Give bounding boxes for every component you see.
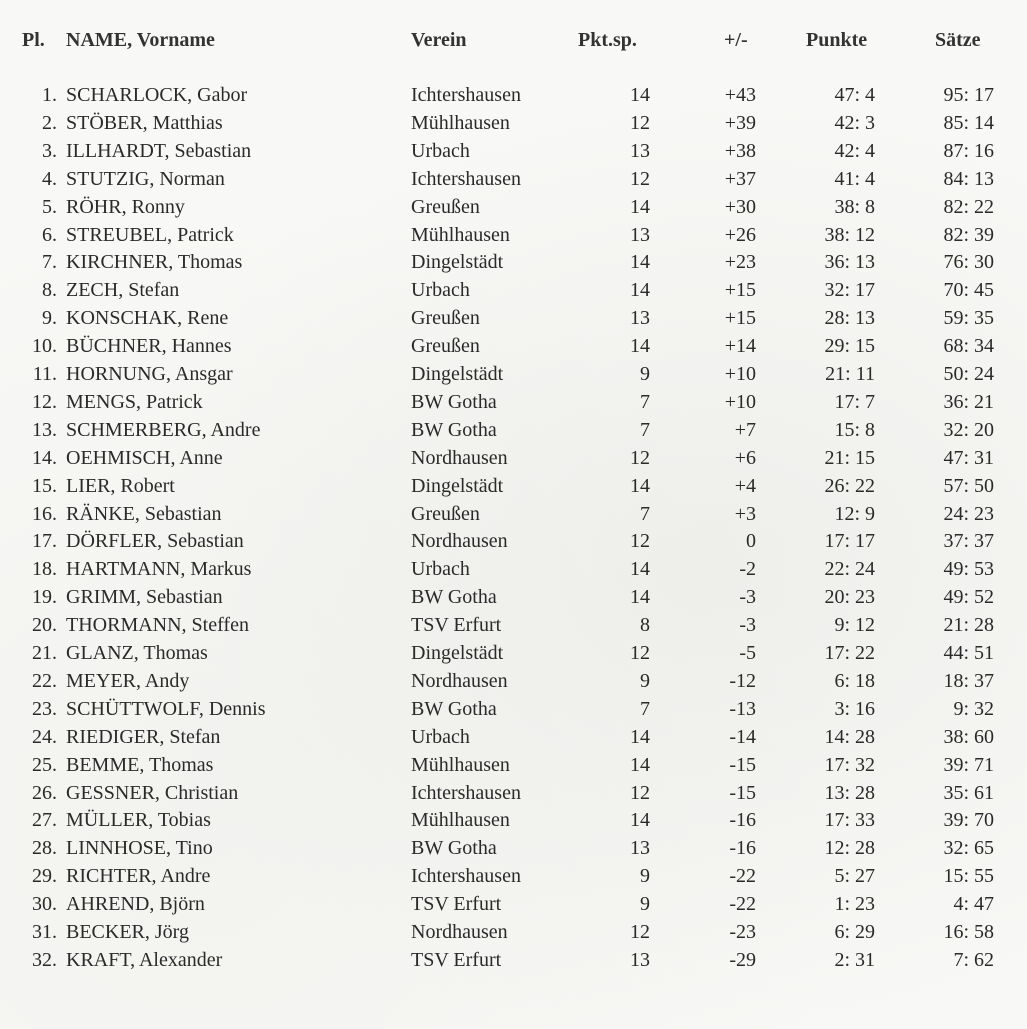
cell-difference: -5	[739, 642, 756, 664]
cell-games-played: 13	[630, 223, 650, 246]
cell-points: 42: 4	[834, 139, 875, 162]
cell-place: 2.	[42, 111, 57, 134]
cell-club: BW Gotha	[411, 697, 497, 720]
cell-club: Mühlhausen	[411, 223, 510, 246]
cell-place: 3.	[42, 139, 57, 162]
table-row	[0, 891, 1027, 918]
cell-sets: 87: 16	[943, 139, 994, 162]
cell-player-name: OEHMISCH, Anne	[66, 446, 223, 469]
cell-place: 27.	[32, 809, 57, 832]
cell-points: 36: 13	[824, 251, 875, 274]
cell-difference: +30	[724, 195, 756, 218]
cell-games-played: 7	[640, 697, 650, 720]
cell-difference: +6	[734, 446, 756, 469]
cell-place: 25.	[32, 753, 57, 776]
cell-club: Greußen	[411, 307, 480, 330]
table-row	[0, 249, 1027, 276]
cell-club: Ichtershausen	[411, 167, 521, 190]
header-points: Punkte	[806, 29, 868, 51]
cell-player-name: SCHARLOCK, Gabor	[66, 84, 248, 106]
cell-sets: 82: 39	[943, 223, 994, 246]
cell-points: 1: 23	[834, 893, 875, 916]
cell-place: 4.	[42, 167, 57, 190]
cell-difference: +26	[724, 223, 756, 246]
cell-games-played: 9	[640, 363, 650, 385]
cell-games-played: 14	[630, 753, 650, 776]
cell-place: 10.	[32, 335, 57, 358]
cell-club: Ichtershausen	[411, 84, 521, 106]
cell-difference: -13	[729, 697, 756, 720]
table-row	[0, 863, 1027, 890]
cell-points: 15: 8	[834, 418, 875, 441]
header-difference: +/-	[724, 29, 748, 51]
cell-sets: 70: 45	[943, 279, 994, 302]
cell-place: 26.	[32, 781, 57, 804]
cell-club: Nordhausen	[411, 669, 508, 692]
cell-place: 18.	[32, 558, 57, 581]
cell-difference: -2	[739, 558, 756, 581]
table-header	[0, 27, 1027, 54]
table-row	[0, 389, 1027, 416]
cell-sets: 50: 24	[943, 363, 994, 385]
table-row	[0, 528, 1027, 555]
cell-place: 11.	[32, 363, 57, 385]
cell-player-name: LINNHOSE, Tino	[66, 837, 213, 860]
cell-place: 28.	[32, 837, 57, 860]
cell-sets: 15: 55	[943, 865, 994, 888]
table-row	[0, 835, 1027, 862]
cell-place: 5.	[42, 195, 57, 218]
table-row	[0, 752, 1027, 779]
cell-points: 5: 27	[834, 865, 875, 888]
cell-difference: -29	[729, 948, 756, 971]
cell-club: Mühlhausen	[411, 753, 510, 776]
cell-player-name: THORMANN, Steffen	[66, 614, 249, 637]
cell-place: 6.	[42, 223, 57, 246]
cell-sets: 32: 20	[943, 418, 994, 441]
cell-sets: 57: 50	[943, 474, 994, 497]
cell-player-name: LIER, Robert	[66, 474, 175, 497]
cell-points: 28: 13	[824, 307, 875, 330]
cell-place: 7.	[42, 251, 57, 274]
cell-club: Nordhausen	[411, 530, 508, 553]
cell-sets: 76: 30	[943, 251, 994, 274]
cell-points: 20: 23	[824, 586, 875, 609]
table-row	[0, 110, 1027, 137]
cell-points: 6: 18	[834, 669, 875, 692]
cell-difference: -23	[729, 921, 756, 943]
cell-sets: 9: 32	[953, 697, 994, 720]
cell-points: 17: 17	[824, 530, 875, 553]
cell-club: Ichtershausen	[411, 781, 521, 804]
cell-club: Mühlhausen	[411, 809, 510, 832]
cell-points: 13: 28	[824, 781, 875, 804]
table-row	[0, 807, 1027, 834]
cell-club: Dingelstädt	[411, 363, 504, 385]
table-row	[0, 194, 1027, 221]
table-row	[0, 668, 1027, 695]
cell-player-name: BECKER, Jörg	[66, 921, 189, 943]
cell-difference: +3	[734, 502, 756, 525]
table-row	[0, 222, 1027, 249]
header-name: NAME, Vorname	[66, 29, 215, 51]
cell-place: 8.	[42, 279, 57, 302]
cell-place: 21.	[32, 642, 57, 664]
cell-difference: -15	[729, 753, 756, 776]
cell-player-name: RÖHR, Ronny	[66, 195, 185, 218]
cell-club: Nordhausen	[411, 921, 508, 943]
cell-difference: +10	[724, 390, 756, 413]
cell-games-played: 12	[630, 921, 650, 943]
cell-sets: 82: 22	[943, 195, 994, 218]
cell-player-name: MÜLLER, Tobias	[66, 809, 211, 832]
cell-club: Urbach	[411, 725, 470, 748]
table-row	[0, 696, 1027, 723]
cell-points: 21: 15	[824, 446, 875, 469]
cell-games-played: 9	[640, 865, 650, 888]
cell-club: Dingelstädt	[411, 474, 504, 497]
cell-points: 29: 15	[824, 335, 875, 358]
cell-player-name: ZECH, Stefan	[66, 279, 180, 302]
cell-sets: 7: 62	[953, 948, 994, 971]
cell-sets: 32: 65	[943, 837, 994, 860]
table-row	[0, 305, 1027, 332]
cell-difference: -16	[729, 809, 756, 832]
cell-games-played: 14	[630, 725, 650, 748]
cell-difference: -22	[729, 893, 756, 916]
cell-difference: 0	[746, 530, 756, 553]
cell-place: 1.	[42, 84, 57, 106]
cell-games-played: 14	[630, 335, 650, 358]
cell-games-played: 12	[630, 111, 650, 134]
cell-games-played: 14	[630, 251, 650, 274]
cell-player-name: BEMME, Thomas	[66, 753, 214, 776]
cell-games-played: 14	[630, 279, 650, 302]
cell-points: 47: 4	[834, 84, 875, 106]
cell-difference: +4	[734, 474, 756, 497]
cell-sets: 95: 17	[943, 84, 994, 106]
table-row	[0, 780, 1027, 807]
cell-club: BW Gotha	[411, 586, 497, 609]
cell-points: 26: 22	[824, 474, 875, 497]
cell-difference: +43	[724, 84, 756, 106]
header-games-played: Pkt.sp.	[578, 29, 637, 51]
cell-points: 17: 7	[834, 390, 875, 413]
header-place: Pl.	[22, 29, 45, 51]
cell-points: 32: 17	[824, 279, 875, 302]
cell-place: 13.	[32, 418, 57, 441]
cell-points: 21: 11	[825, 363, 875, 385]
table-row	[0, 556, 1027, 583]
cell-points: 3: 16	[834, 697, 875, 720]
cell-points: 17: 33	[824, 809, 875, 832]
cell-club: Dingelstädt	[411, 642, 504, 664]
cell-sets: 35: 61	[943, 781, 994, 804]
cell-games-played: 8	[640, 614, 650, 637]
cell-difference: -3	[739, 614, 756, 637]
cell-sets: 36: 21	[943, 390, 994, 413]
cell-club: TSV Erfurt	[411, 893, 502, 916]
table-row	[0, 919, 1027, 946]
cell-club: Greußen	[411, 195, 480, 218]
cell-difference: -3	[739, 586, 756, 609]
cell-points: 17: 32	[824, 753, 875, 776]
table-row	[0, 473, 1027, 500]
cell-place: 24.	[32, 725, 57, 748]
cell-games-played: 14	[630, 84, 650, 106]
header-sets: Sätze	[935, 29, 981, 51]
cell-games-played: 7	[640, 390, 650, 413]
cell-games-played: 9	[640, 669, 650, 692]
cell-games-played: 7	[640, 502, 650, 525]
cell-club: BW Gotha	[411, 390, 497, 413]
cell-points: 42: 3	[834, 111, 875, 134]
cell-club: BW Gotha	[411, 837, 497, 860]
cell-difference: +15	[724, 279, 756, 302]
cell-points: 12: 28	[824, 837, 875, 860]
cell-games-played: 14	[630, 586, 650, 609]
cell-club: Urbach	[411, 558, 470, 581]
table-row	[0, 584, 1027, 611]
cell-points: 22: 24	[824, 558, 875, 581]
cell-points: 12: 9	[834, 502, 875, 525]
cell-club: TSV Erfurt	[411, 614, 502, 637]
cell-games-played: 7	[640, 418, 650, 441]
cell-points: 2: 31	[834, 948, 875, 971]
cell-games-played: 12	[630, 530, 650, 553]
cell-sets: 68: 34	[943, 335, 994, 358]
cell-place: 29.	[32, 865, 57, 888]
cell-player-name: GRIMM, Sebastian	[66, 586, 223, 609]
cell-games-played: 14	[630, 809, 650, 832]
cell-club: BW Gotha	[411, 418, 497, 441]
cell-points: 9: 12	[834, 614, 875, 637]
cell-games-played: 13	[630, 139, 650, 162]
cell-sets: 37: 37	[943, 530, 994, 553]
cell-games-played: 14	[630, 474, 650, 497]
cell-place: 14.	[32, 446, 57, 469]
cell-place: 31.	[32, 921, 57, 943]
table-row	[0, 277, 1027, 304]
cell-difference: +15	[724, 307, 756, 330]
cell-club: Nordhausen	[411, 446, 508, 469]
table-row	[0, 361, 1027, 388]
cell-player-name: HORNUNG, Ansgar	[66, 363, 233, 385]
table-row	[0, 947, 1027, 974]
cell-sets: 59: 35	[943, 307, 994, 330]
table-row	[0, 417, 1027, 444]
table-row	[0, 333, 1027, 360]
table-row	[0, 82, 1027, 109]
table-row	[0, 640, 1027, 667]
cell-sets: 39: 71	[943, 753, 994, 776]
cell-club: Ichtershausen	[411, 865, 521, 888]
cell-difference: -14	[729, 725, 756, 748]
cell-player-name: RICHTER, Andre	[66, 865, 211, 888]
cell-player-name: RIEDIGER, Stefan	[66, 725, 221, 748]
cell-place: 17.	[32, 530, 57, 553]
cell-club: Urbach	[411, 279, 470, 302]
cell-player-name: STUTZIG, Norman	[66, 167, 225, 190]
cell-games-played: 13	[630, 948, 650, 971]
cell-points: 41: 4	[834, 167, 875, 190]
cell-difference: +23	[724, 251, 756, 274]
cell-games-played: 12	[630, 642, 650, 664]
cell-player-name: RÄNKE, Sebastian	[66, 502, 222, 525]
cell-sets: 39: 70	[943, 809, 994, 832]
cell-games-played: 14	[630, 195, 650, 218]
cell-player-name: SCHMERBERG, Andre	[66, 418, 261, 441]
cell-sets: 49: 52	[943, 586, 994, 609]
cell-player-name: ILLHARDT, Sebastian	[66, 139, 252, 162]
cell-sets: 21: 28	[943, 614, 994, 637]
cell-games-played: 14	[630, 558, 650, 581]
cell-place: 23.	[32, 697, 57, 720]
cell-difference: -12	[729, 669, 756, 692]
table-row	[0, 612, 1027, 639]
cell-points: 17: 22	[824, 642, 875, 664]
cell-place: 20.	[32, 614, 57, 637]
cell-difference: +10	[724, 363, 756, 385]
cell-games-played: 12	[630, 446, 650, 469]
cell-sets: 18: 37	[943, 669, 994, 692]
table-row	[0, 166, 1027, 193]
cell-points: 38: 8	[834, 195, 875, 218]
cell-sets: 84: 13	[943, 167, 994, 190]
cell-club: Greußen	[411, 335, 480, 358]
cell-place: 19.	[32, 586, 57, 609]
table-row	[0, 724, 1027, 751]
cell-points: 14: 28	[824, 725, 875, 748]
cell-place: 30.	[32, 893, 57, 916]
cell-difference: +37	[724, 167, 756, 190]
cell-difference: -16	[729, 837, 756, 860]
cell-place: 22.	[32, 669, 57, 692]
header-club: Verein	[411, 29, 467, 51]
cell-club: Mühlhausen	[411, 111, 510, 134]
cell-games-played: 13	[630, 307, 650, 330]
cell-player-name: SCHÜTTWOLF, Dennis	[66, 697, 266, 720]
cell-sets: 24: 23	[943, 502, 994, 525]
cell-player-name: KIRCHNER, Thomas	[66, 251, 243, 274]
cell-difference: +7	[734, 418, 756, 441]
cell-sets: 47: 31	[943, 446, 994, 469]
cell-player-name: HARTMANN, Markus	[66, 558, 252, 581]
cell-place: 9.	[42, 307, 57, 330]
cell-player-name: STREUBEL, Patrick	[66, 223, 234, 246]
cell-club: Greußen	[411, 502, 480, 525]
cell-place: 12.	[32, 390, 57, 413]
cell-sets: 49: 53	[943, 558, 994, 581]
cell-sets: 44: 51	[943, 642, 994, 664]
cell-points: 38: 12	[824, 223, 875, 246]
cell-sets: 16: 58	[943, 921, 994, 943]
cell-club: Urbach	[411, 139, 470, 162]
table-row	[0, 501, 1027, 528]
cell-player-name: GESSNER, Christian	[66, 781, 239, 804]
cell-games-played: 13	[630, 837, 650, 860]
cell-difference: -15	[729, 781, 756, 804]
cell-player-name: BÜCHNER, Hannes	[66, 335, 232, 358]
cell-games-played: 9	[640, 893, 650, 916]
cell-player-name: DÖRFLER, Sebastian	[66, 530, 244, 553]
cell-player-name: GLANZ, Thomas	[66, 642, 208, 664]
cell-sets: 85: 14	[943, 111, 994, 134]
cell-club: Dingelstädt	[411, 251, 504, 274]
cell-difference: +14	[724, 335, 756, 358]
cell-sets: 38: 60	[943, 725, 994, 748]
cell-difference: -22	[729, 865, 756, 888]
cell-games-played: 12	[630, 167, 650, 190]
cell-points: 6: 29	[834, 921, 875, 943]
cell-player-name: MENGS, Patrick	[66, 390, 203, 413]
cell-player-name: MEYER, Andy	[66, 669, 190, 692]
cell-place: 16.	[32, 502, 57, 525]
cell-player-name: KONSCHAK, Rene	[66, 307, 229, 330]
cell-games-played: 12	[630, 781, 650, 804]
cell-difference: +38	[724, 139, 756, 162]
table-row	[0, 138, 1027, 165]
cell-place: 32.	[32, 948, 57, 971]
cell-club: TSV Erfurt	[411, 948, 502, 971]
table-row	[0, 445, 1027, 472]
cell-sets: 4: 47	[953, 893, 994, 916]
cell-difference: +39	[724, 111, 756, 134]
cell-player-name: KRAFT, Alexander	[66, 948, 223, 971]
cell-place: 15.	[32, 474, 57, 497]
cell-player-name: AHREND, Björn	[66, 893, 205, 916]
cell-player-name: STÖBER, Matthias	[66, 111, 223, 134]
